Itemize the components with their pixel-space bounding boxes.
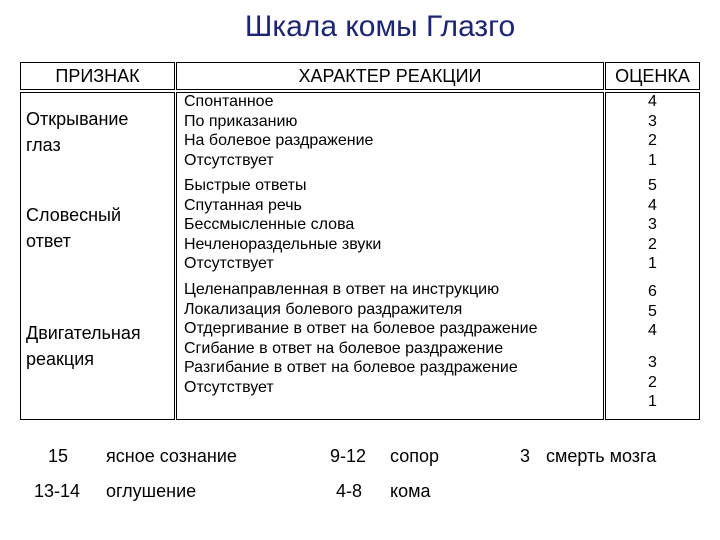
score-item: 2: [648, 132, 657, 149]
legend-label-clear: ясное сознание: [106, 446, 237, 466]
score-item: 4: [648, 322, 657, 339]
header-sign: ПРИЗНАК: [20, 62, 175, 90]
scores-motor-upper: [605, 282, 700, 341]
response-item: Разгибание в ответ на болевое раздражение: [184, 359, 518, 376]
scores-verbal: [605, 176, 700, 274]
sign-line: ответ: [26, 231, 71, 251]
scores-eye-opening: [605, 92, 700, 170]
score-item: 4: [648, 196, 657, 214]
page-title: Шкала комы Глазго: [244, 10, 516, 43]
response-item: Отдергивание в ответ на болевое раздражение: [184, 320, 538, 337]
legend-score-coma: 4-8: [336, 481, 363, 501]
sign-line: Словесный: [26, 205, 122, 225]
response-item: Спонтанное: [184, 93, 274, 110]
response-item: Отсутствует: [184, 255, 274, 272]
sign-motor-response: [26, 320, 141, 372]
response-item: Локализация болевого раздражителя: [184, 300, 463, 318]
response-item: Бессмысленные слова: [184, 216, 355, 233]
legend-score-obtundation: 13-14: [34, 481, 81, 501]
sign-line: Открывание: [26, 109, 129, 129]
score-item: 1: [648, 393, 657, 410]
responses-motor: [184, 280, 537, 397]
response-item: Отсутствует: [184, 378, 274, 396]
response-item: Сгибание в ответ на болевое раздражение: [184, 339, 504, 357]
score-item: 6: [648, 283, 657, 300]
legend-label-brain-death: смерть мозга: [546, 446, 657, 466]
score-item: 2: [648, 373, 657, 391]
legend-label-stupor: сопор: [390, 446, 439, 466]
legend-score-brain-death: 3: [520, 446, 531, 466]
score-item: 1: [648, 255, 657, 272]
scores-motor-lower: [605, 353, 700, 412]
score-item: 4: [648, 93, 657, 110]
score-item: 5: [648, 302, 657, 320]
legend-score-clear: 15: [48, 446, 69, 466]
sign-verbal-response: [26, 202, 121, 254]
legend-label-obtundation: оглушение: [106, 481, 197, 501]
sign-line: реакция: [26, 349, 95, 369]
score-item: 1: [648, 151, 657, 169]
score-item: 2: [648, 235, 657, 253]
sign-line: глаз: [26, 135, 61, 155]
response-item: На болевое раздражение: [184, 132, 374, 149]
sign-eye-opening: [26, 106, 128, 158]
header-score: ОЦЕНКА: [605, 62, 700, 90]
header-response: ХАРАКТЕР РЕАКЦИИ: [176, 62, 604, 90]
sign-line: Двигательная: [26, 323, 141, 343]
response-item: Нечленораздельные звуки: [184, 235, 382, 253]
score-item: 3: [648, 354, 657, 371]
score-item: 3: [648, 112, 657, 130]
response-item: Отсутствует: [184, 151, 274, 169]
response-item: Спутанная речь: [184, 196, 302, 214]
score-item: 5: [648, 177, 657, 194]
response-item: Целенаправленная в ответ на инструкцию: [184, 281, 500, 298]
legend-label-coma: кома: [390, 481, 431, 501]
legend-score-stupor: 9-12: [330, 446, 367, 466]
responses-eye-opening: [184, 92, 373, 170]
response-item: По приказанию: [184, 112, 298, 130]
responses-verbal: [184, 176, 381, 274]
response-item: Быстрые ответы: [184, 177, 307, 194]
score-item: 3: [648, 216, 657, 233]
